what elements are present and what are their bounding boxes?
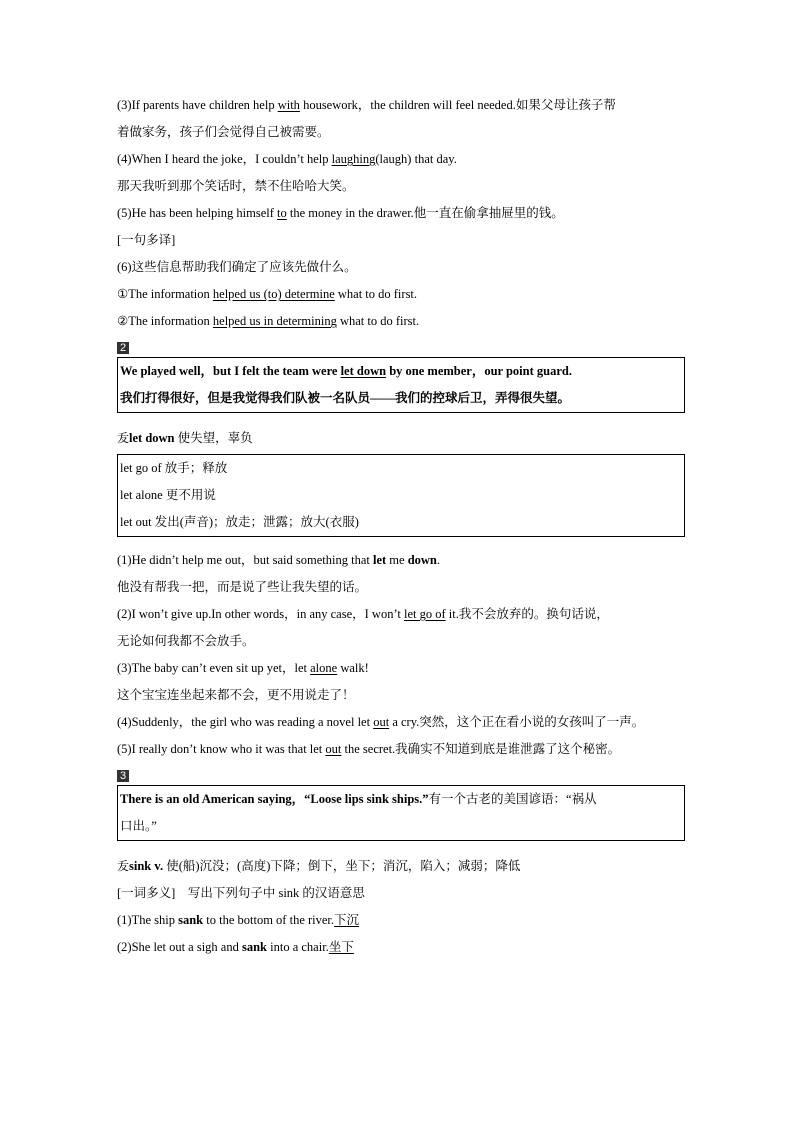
example-translation: 我们打得很好，但是我觉得我们队被一名队员——我们的控球后卫，弄得很失望。 xyxy=(120,391,571,405)
example-sentence: We played well，but I felt the team were let down by one member，our point guard. xyxy=(120,364,572,378)
phrase-item: let go of 放手；释放 xyxy=(120,461,228,475)
saying-sentence-cont: 口出。” xyxy=(120,819,157,833)
phrase-item: let out 发出(声音)；放走；泄露；放大(衣服) xyxy=(120,515,359,529)
option-2: ②The information helped us in determining what to do first. xyxy=(117,314,420,328)
answer-blank: laughing xyxy=(331,152,376,166)
exercise-1-translation: 他没有帮我一把，而是说了些让我失望的话。 xyxy=(117,580,368,594)
section-number-badge: 3 xyxy=(117,770,129,782)
answer-blank: helped us in determining xyxy=(212,314,337,328)
bullet-icon: 叐 xyxy=(117,859,130,873)
word-heading: 叐sink v. 使(船)沉没；(高度)下降；倒下，坐下；消沉，陷入；减弱；降低 xyxy=(117,853,687,880)
bullet-icon: 叐 xyxy=(117,431,130,445)
sentence-3: (3)If parents have children help with housework，the children will feel needed.如果父母让孩子帮 xyxy=(117,98,616,112)
sentence-6: (6)这些信息帮助我们确定了应该先做什么。 xyxy=(117,260,357,274)
exercise-5: (5)I really don’t know who it was that let out the secret.我确实不知道到底是谁泄露了这个秘密。 xyxy=(117,742,621,756)
sentence-4: (4)When I heard the joke，I couldn’t help laughing(laugh) that day. xyxy=(117,152,457,166)
polysemy-2: (2)She let out a sigh and sank into a chair.坐下 xyxy=(117,940,354,954)
exercise-4: (4)Suddenly，the girl who was reading a novel let out a cry.突然，这个正在看小说的女孩叫了一声。 xyxy=(117,715,645,729)
answer-blank: 坐下 xyxy=(328,940,354,954)
answer-blank: let go of xyxy=(403,607,446,621)
polysemy-label: [一词多义] 写出下列句子中 sink 的汉语意思 xyxy=(117,886,365,900)
exercise-3-translation: 这个宝宝连坐起来都不会，更不用说走了！ xyxy=(117,688,355,702)
phrase-heading: 叐let down 使失望，辜负 xyxy=(117,425,687,452)
answer-blank: out xyxy=(325,742,342,756)
answer-blank: alone xyxy=(310,661,338,675)
example-box xyxy=(117,357,685,413)
sentence-5: (5)He has been helping himself to the money in the drawer.他一直在偷拿抽屉里的钱。 xyxy=(117,206,564,220)
exercise-1: (1)He didn’t help me out，but said something that let me down. xyxy=(117,553,441,567)
exercise-2: (2)I won’t give up.In other words，in any case，I won’t let go of it.我不会放弃的。换句话说， xyxy=(117,607,609,621)
sentence-3-cont: 着做家务，孩子们会觉得自己被需要。 xyxy=(117,125,330,139)
answer-blank: out xyxy=(373,715,390,729)
answer-blank: to xyxy=(277,206,287,220)
answer-blank: with xyxy=(277,98,300,112)
phrase-list-box xyxy=(117,454,685,537)
answer-blank: 下沉 xyxy=(334,913,360,927)
multi-translation-label: [一句多译] xyxy=(117,233,176,247)
document-page xyxy=(117,92,687,961)
phrase-item: let alone 更不用说 xyxy=(120,488,216,502)
answer-blank: helped us (to) determine xyxy=(212,287,335,301)
exercise-3: (3)The baby can’t even sit up yet，let alone walk! xyxy=(117,661,369,675)
section-number-badge: 2 xyxy=(117,342,129,354)
option-1: ①The information helped us (to) determine what to do first. xyxy=(117,287,418,301)
polysemy-1: (1)The ship sank to the bottom of the river.下沉 xyxy=(117,913,360,927)
exercise-2-cont: 无论如何我都不会放手。 xyxy=(117,634,255,648)
sentence-4-translation: 那天我听到那个笑话时，禁不住哈哈大笑。 xyxy=(117,179,355,193)
saying-sentence: There is an old American saying，“Loose lips sink ships.”有一个古老的美国谚语：“祸从 xyxy=(120,792,597,806)
saying-box xyxy=(117,785,685,841)
